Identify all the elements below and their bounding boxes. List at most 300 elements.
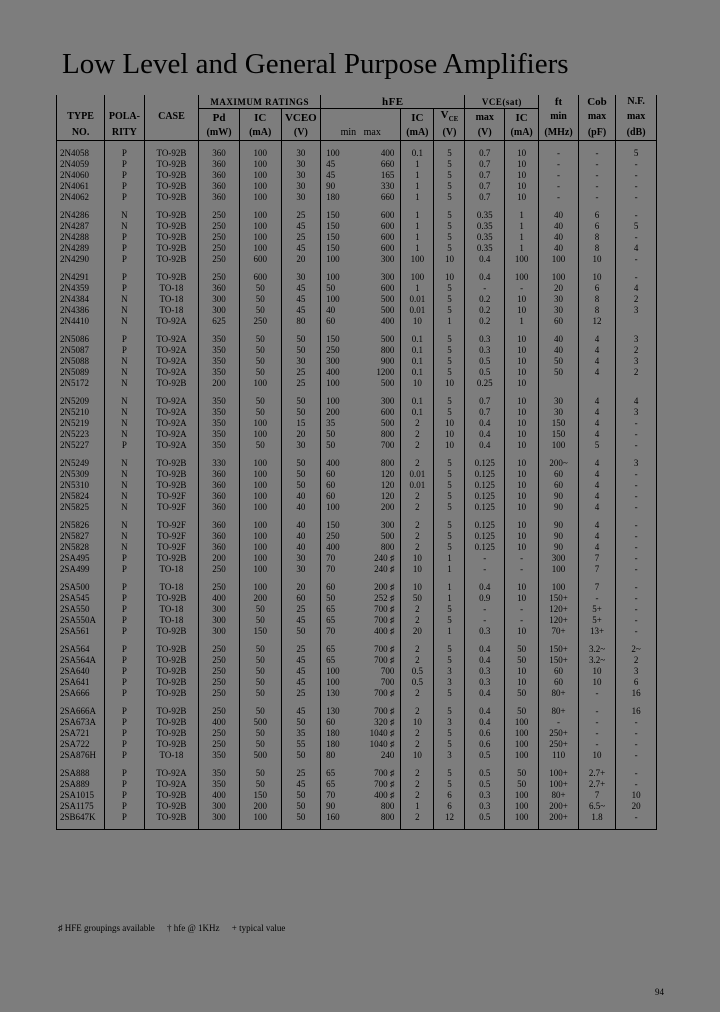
cob-cell: 12: [578, 316, 615, 327]
polarity-cell: N: [105, 520, 145, 531]
cob-cell: 4: [578, 345, 615, 356]
hfe-ic-cell: 2: [401, 768, 434, 779]
hfe-vce-cell: 1: [434, 593, 465, 604]
type-cell: 2SA564A: [57, 655, 105, 666]
hfe-cell: [321, 305, 401, 316]
vceo-cell: 25: [281, 378, 321, 389]
hfe-max-value: 500: [380, 305, 395, 315]
ft-cell: 30: [539, 294, 579, 305]
vce-sat-cell: 0.4: [465, 644, 505, 655]
pd-cell: 400: [199, 717, 240, 728]
type-cell: 2N4290: [57, 254, 105, 265]
hfe-ic-cell: 0.1: [401, 148, 434, 159]
ft-cell: 30: [539, 396, 579, 407]
vceo-cell: 45: [281, 615, 321, 626]
hfe-cell: [321, 356, 401, 367]
vce-sat-ic-cell: 50: [505, 706, 539, 717]
case-cell: TO-92B: [144, 254, 199, 265]
vce-sat-ic-cell: 10: [505, 469, 539, 480]
pd-cell: 300: [199, 626, 240, 637]
vce-sat-cell: -: [465, 564, 505, 575]
ft-cell: 200~: [539, 458, 579, 469]
hfe-min-value: 180: [326, 728, 340, 738]
type-cell: 2N5219: [57, 418, 105, 429]
pd-cell: 250: [199, 210, 240, 221]
vceo-cell: 30: [281, 159, 321, 170]
spacer-row: [57, 265, 657, 272]
nf-cell: -: [616, 739, 657, 750]
cob-cell: 10: [578, 750, 615, 761]
hfe-vce-cell: 3: [434, 666, 465, 677]
nf-cell: -: [616, 593, 657, 604]
pd-cell: 250: [199, 739, 240, 750]
type-cell: 2N4289: [57, 243, 105, 254]
ic-cell: 100: [239, 221, 281, 232]
hfe-min-value: 65: [326, 655, 336, 665]
hfe-vce-cell: 5: [434, 491, 465, 502]
hfe-min-value: 150: [326, 520, 340, 530]
vce-sat-cell: 0.3: [465, 345, 505, 356]
vce-sat-ic-cell: 10: [505, 159, 539, 170]
hfe-vce-cell: 3: [434, 677, 465, 688]
hfe-min-value: 70: [326, 626, 336, 636]
case-cell: TO-92B: [144, 739, 199, 750]
hfe-min-value: 300: [326, 356, 340, 366]
pd-header: Pd: [199, 109, 240, 127]
nf-cell: 2~: [616, 644, 657, 655]
ft-cell: 60: [539, 469, 579, 480]
pd-cell: 300: [199, 812, 240, 823]
cob-cell: 4: [578, 469, 615, 480]
hfe-ic-cell: 0.1: [401, 356, 434, 367]
nf-cell: -: [616, 604, 657, 615]
type-header: TYPE: [57, 109, 105, 127]
polarity-cell: P: [105, 604, 145, 615]
case-cell: TO-92B: [144, 626, 199, 637]
hfe-ic-cell: 1: [401, 243, 434, 254]
ic-cell: 500: [239, 717, 281, 728]
hfe-ic-cell: 2: [401, 418, 434, 429]
hfe-min-value: 180: [326, 192, 340, 202]
spacer-row: [57, 513, 657, 520]
spacer-row: [57, 575, 657, 582]
hfe-max-value: 700 ♯: [374, 655, 395, 665]
vceo-cell: 45: [281, 779, 321, 790]
ic-cell: 50: [239, 305, 281, 316]
pd-cell: 350: [199, 440, 240, 451]
ic-cell: 100: [239, 582, 281, 593]
case-cell: TO-18: [144, 750, 199, 761]
vce-sat-ic-cell: 50: [505, 779, 539, 790]
vce-sat-cell: 0.7: [465, 170, 505, 181]
vceo-cell: 45: [281, 706, 321, 717]
hfe-cell: [321, 531, 401, 542]
pd-cell: 350: [199, 768, 240, 779]
vceo-cell: 15: [281, 418, 321, 429]
ic-cell: 200: [239, 801, 281, 812]
type-cell: 2N5223: [57, 429, 105, 440]
nf-cell: -: [616, 159, 657, 170]
hfe-vce-cell: 5: [434, 148, 465, 159]
type-cell: 2SA495: [57, 553, 105, 564]
vce-sat-cell: -: [465, 553, 505, 564]
polarity-cell: P: [105, 232, 145, 243]
ic-cell: 100: [239, 542, 281, 553]
hfe-vce-cell: 5: [434, 396, 465, 407]
hfe-min-value: 60: [326, 480, 336, 490]
case-cell: TO-92B: [144, 159, 199, 170]
type-cell: 2N5249: [57, 458, 105, 469]
polarity-cell: P: [105, 615, 145, 626]
vce-sat-cell: 0.4: [465, 440, 505, 451]
type-cell: 2N5087: [57, 345, 105, 356]
ft-cell: 40: [539, 210, 579, 221]
vce-sat-ic-cell: 10: [505, 582, 539, 593]
table-row: [57, 582, 657, 593]
polarity-cell: P: [105, 717, 145, 728]
hfe-max-value: 300: [380, 396, 395, 406]
type-cell: 2SA545: [57, 593, 105, 604]
spacer-row: [57, 699, 657, 706]
no-header: NO.: [57, 126, 105, 141]
nf-cell: -: [616, 564, 657, 575]
hfe-max-value: 500: [380, 418, 395, 428]
hfe-cell: [321, 768, 401, 779]
ic-cell: 100: [239, 491, 281, 502]
ic-cell: 50: [239, 294, 281, 305]
spacer-row: [57, 761, 657, 768]
case-cell: TO-92A: [144, 440, 199, 451]
table-row: [57, 644, 657, 655]
hfe-ic-cell: 0.01: [401, 469, 434, 480]
table-row: [57, 148, 657, 159]
hfe-max-value: 1040 ♯: [369, 728, 395, 738]
hfe-ic-cell: 0.01: [401, 294, 434, 305]
polarity-cell: P: [105, 345, 145, 356]
hfe-min-value: 40: [326, 305, 336, 315]
vceo-cell: 55: [281, 739, 321, 750]
polarity-cell: N: [105, 502, 145, 513]
vce-sat-ic-cell: -: [505, 553, 539, 564]
polarity-cell: P: [105, 181, 145, 192]
case-cell: TO-92B: [144, 170, 199, 181]
type-cell: 2SA641: [57, 677, 105, 688]
vce-sat-cell: 0.4: [465, 655, 505, 666]
hfe-max-value: 300: [380, 254, 395, 264]
hfe-cell: [321, 644, 401, 655]
nf-cell: 4: [616, 283, 657, 294]
vce-sat-ic-cell: 10: [505, 378, 539, 389]
vceo-cell: 30: [281, 440, 321, 451]
table-row: [57, 531, 657, 542]
cob-cell: 4: [578, 520, 615, 531]
polarity-cell: N: [105, 418, 145, 429]
hfe-vce-cell: 10: [434, 272, 465, 283]
case-cell: TO-92A: [144, 418, 199, 429]
ft-cell: 80+: [539, 706, 579, 717]
vce-sat-unit: (V): [465, 126, 505, 141]
table-row: [57, 615, 657, 626]
pd-cell: 250: [199, 582, 240, 593]
ft-cell: 90: [539, 520, 579, 531]
vce-sat-ic-cell: 1: [505, 232, 539, 243]
type-cell: 2SA564: [57, 644, 105, 655]
ic-cell: 100: [239, 243, 281, 254]
nf-cell: 4: [616, 243, 657, 254]
hfe-max-value: 700 ♯: [374, 604, 395, 614]
vce-sat-ic-cell: 10: [505, 367, 539, 378]
case-cell: TO-18: [144, 305, 199, 316]
hfe-cell: [321, 378, 401, 389]
hfe-cell: [321, 407, 401, 418]
footnote-hfe-1khz: † hfe @ 1KHz: [166, 923, 220, 933]
vce-sat-ic-cell: 1: [505, 243, 539, 254]
vce-sat-ic-cell: 50: [505, 644, 539, 655]
hfe-ic-cell: 2: [401, 739, 434, 750]
case-cell: TO-92B: [144, 812, 199, 823]
polarity-cell: P: [105, 706, 145, 717]
vce-sat-ic-cell: 10: [505, 429, 539, 440]
ic-cell: 600: [239, 272, 281, 283]
ft-cell: 100+: [539, 768, 579, 779]
polarity-cell: P: [105, 768, 145, 779]
hfe-ic-cell: 0.1: [401, 334, 434, 345]
nf-cell: -: [616, 531, 657, 542]
hfe-min-value: 65: [326, 615, 336, 625]
pd-cell: 300: [199, 615, 240, 626]
hfe-cell: [321, 564, 401, 575]
ic-cell: 50: [239, 356, 281, 367]
vce-sat-ic-cell: 100: [505, 272, 539, 283]
polarity-header: POLA-: [105, 109, 145, 127]
hfe-vce-cell: 5: [434, 644, 465, 655]
hfe-ic-cell: 10: [401, 750, 434, 761]
cob-cell: 6.5~: [578, 801, 615, 812]
hfe-vce-cell: 5: [434, 706, 465, 717]
hfe-min-value: 60: [326, 717, 336, 727]
hfe-vce-cell: 10: [434, 254, 465, 265]
vce-sat-cell: 0.4: [465, 582, 505, 593]
hfe-min-value: 50: [326, 429, 336, 439]
hfe-max-value: 300: [380, 272, 395, 282]
hfe-vce-cell: 5: [434, 502, 465, 513]
hfe-max-value: 240: [380, 750, 395, 760]
vce-sat-ic-cell: 50: [505, 688, 539, 699]
nf-cell: 16: [616, 688, 657, 699]
vce-sat-cell: 0.35: [465, 243, 505, 254]
ic-cell: 50: [239, 728, 281, 739]
vceo-cell: 45: [281, 305, 321, 316]
hfe-min-value: 60: [326, 316, 336, 326]
pd-cell: 250: [199, 688, 240, 699]
hfe-min-value: 130: [326, 688, 340, 698]
vce-sat-ic-cell: 10: [505, 440, 539, 451]
nf-cell: -: [616, 582, 657, 593]
nf-cell: -: [616, 542, 657, 553]
case-cell: TO-18: [144, 294, 199, 305]
ft-cell: 110: [539, 750, 579, 761]
vce-sat-ic-cell: 1: [505, 210, 539, 221]
cob-cell: 7: [578, 582, 615, 593]
hfe-min-value: 90: [326, 801, 336, 811]
polarity-cell: P: [105, 728, 145, 739]
case-cell: TO-92A: [144, 429, 199, 440]
case-cell: TO-92B: [144, 221, 199, 232]
cob-cell: 10: [578, 272, 615, 283]
table-row: [57, 418, 657, 429]
ic-cell: 100: [239, 553, 281, 564]
ft-cell: 60: [539, 666, 579, 677]
hfe-ic-cell: 1: [401, 181, 434, 192]
table-row: [57, 170, 657, 181]
hfe-min-max-header: min max: [321, 126, 401, 141]
table-row: [57, 655, 657, 666]
pd-cell: 350: [199, 367, 240, 378]
cob-cell: -: [578, 706, 615, 717]
ft-cell: 30: [539, 305, 579, 316]
table-row: [57, 221, 657, 232]
type-cell: 2SA640: [57, 666, 105, 677]
vce-sat-max-header: max: [465, 109, 505, 127]
nf-max-header: max: [616, 109, 657, 127]
vce-sat-cell: 0.7: [465, 148, 505, 159]
vce-sat-cell: 0.4: [465, 688, 505, 699]
ic-cell: 50: [239, 396, 281, 407]
table-row: [57, 542, 657, 553]
hfe-cell: [321, 458, 401, 469]
hfe-vce-cell: 3: [434, 717, 465, 728]
hfe-min-value: 150: [326, 221, 340, 231]
pd-cell: 250: [199, 655, 240, 666]
hfe-vce-cell: 5: [434, 768, 465, 779]
hfe-vce-cell: 5: [434, 728, 465, 739]
hfe-max-value: 700 ♯: [374, 688, 395, 698]
vceo-cell: 50: [281, 626, 321, 637]
hfe-vce-cell: 5: [434, 615, 465, 626]
ic-cell: 50: [239, 345, 281, 356]
vce-sat-cell: 0.5: [465, 812, 505, 823]
pd-cell: 250: [199, 644, 240, 655]
vce-sat-ic-cell: -: [505, 283, 539, 294]
ft-cell: 200+: [539, 801, 579, 812]
hfe-max-value: 600: [380, 232, 395, 242]
table-row: [57, 254, 657, 265]
table-row: [57, 677, 657, 688]
vce-sat-cell: 0.125: [465, 502, 505, 513]
nf-cell: 3: [616, 305, 657, 316]
cob-cell: 10: [578, 677, 615, 688]
cob-cell: -: [578, 170, 615, 181]
vce-sat-ic-cell: 10: [505, 170, 539, 181]
hfe-max-value: 900: [380, 356, 395, 366]
rity-header: RITY: [105, 126, 145, 141]
vce-sat-ic-cell: 100: [505, 717, 539, 728]
nf-cell: 3: [616, 666, 657, 677]
table-row: [57, 192, 657, 203]
type-cell: 2N4061: [57, 181, 105, 192]
ft-cell: 50: [539, 356, 579, 367]
hfe-cell: [321, 148, 401, 159]
vce-sat-ic-cell: 10: [505, 356, 539, 367]
nf-cell: 2: [616, 345, 657, 356]
vceo-cell: 50: [281, 812, 321, 823]
polarity-cell: P: [105, 801, 145, 812]
polarity-cell: N: [105, 407, 145, 418]
hfe-max-value: 600: [380, 283, 395, 293]
table-row: [57, 688, 657, 699]
type-cell: 2SA550A: [57, 615, 105, 626]
hfe-ic-cell: 10: [401, 316, 434, 327]
hfe-cell: [321, 440, 401, 451]
hfe-vce-cell: 5: [434, 221, 465, 232]
polarity-cell: P: [105, 564, 145, 575]
ft-cell: 60: [539, 677, 579, 688]
vce-sat-cell: 0.5: [465, 367, 505, 378]
hfe-cell: [321, 739, 401, 750]
ic-cell: 50: [239, 604, 281, 615]
cob-cell: 7: [578, 553, 615, 564]
vce-sat-cell: 0.125: [465, 542, 505, 553]
hfe-vce-cell: 5: [434, 739, 465, 750]
pd-cell: 360: [199, 491, 240, 502]
hfe-min-value: 45: [326, 159, 336, 169]
cob-cell: 4: [578, 429, 615, 440]
table-row: [57, 502, 657, 513]
vceo-cell: 30: [281, 564, 321, 575]
vce-sat-ic-cell: 10: [505, 677, 539, 688]
case-cell: TO-92B: [144, 593, 199, 604]
hfe-vce-cell: 5: [434, 170, 465, 181]
vceo-cell: 45: [281, 677, 321, 688]
table-row: [57, 706, 657, 717]
polarity-cell: P: [105, 553, 145, 564]
ic-cell: 150: [239, 790, 281, 801]
hfe-min-value: 160: [326, 812, 340, 822]
hfe-max-value: 800: [380, 801, 395, 811]
vceo-cell: 20: [281, 254, 321, 265]
pd-unit: (mW): [199, 126, 240, 141]
hfe-max-value: 600: [380, 210, 395, 220]
hfe-vce-cell: 3: [434, 750, 465, 761]
spacer-row: [57, 389, 657, 396]
ft-cell: 90: [539, 491, 579, 502]
vceo-cell: 50: [281, 334, 321, 345]
cob-cell: -: [578, 192, 615, 203]
case-cell: TO-92A: [144, 768, 199, 779]
table-row: [57, 491, 657, 502]
type-cell: 2N5828: [57, 542, 105, 553]
hfe-vce-cell: 1: [434, 564, 465, 575]
hfe-ic-unit: (mA): [401, 126, 434, 141]
vce-sat-cell: -: [465, 283, 505, 294]
hfe-max-value: 600: [380, 221, 395, 231]
ic-cell: 100: [239, 469, 281, 480]
hfe-vce-cell: 1: [434, 626, 465, 637]
hfe-ic-cell: 0.5: [401, 666, 434, 677]
cob-cell: [578, 378, 615, 389]
cob-cell: 2.7+: [578, 779, 615, 790]
polarity-cell: N: [105, 491, 145, 502]
vceo-cell: 50: [281, 790, 321, 801]
hfe-vce-cell: 5: [434, 779, 465, 790]
hfe-max-value: 600: [380, 407, 395, 417]
spacer-row: [57, 327, 657, 334]
ic-cell: 500: [239, 750, 281, 761]
type-cell: 2N4060: [57, 170, 105, 181]
hfe-vce-cell: 5: [434, 531, 465, 542]
hfe-ic-cell: 2: [401, 728, 434, 739]
hfe-cell: [321, 593, 401, 604]
